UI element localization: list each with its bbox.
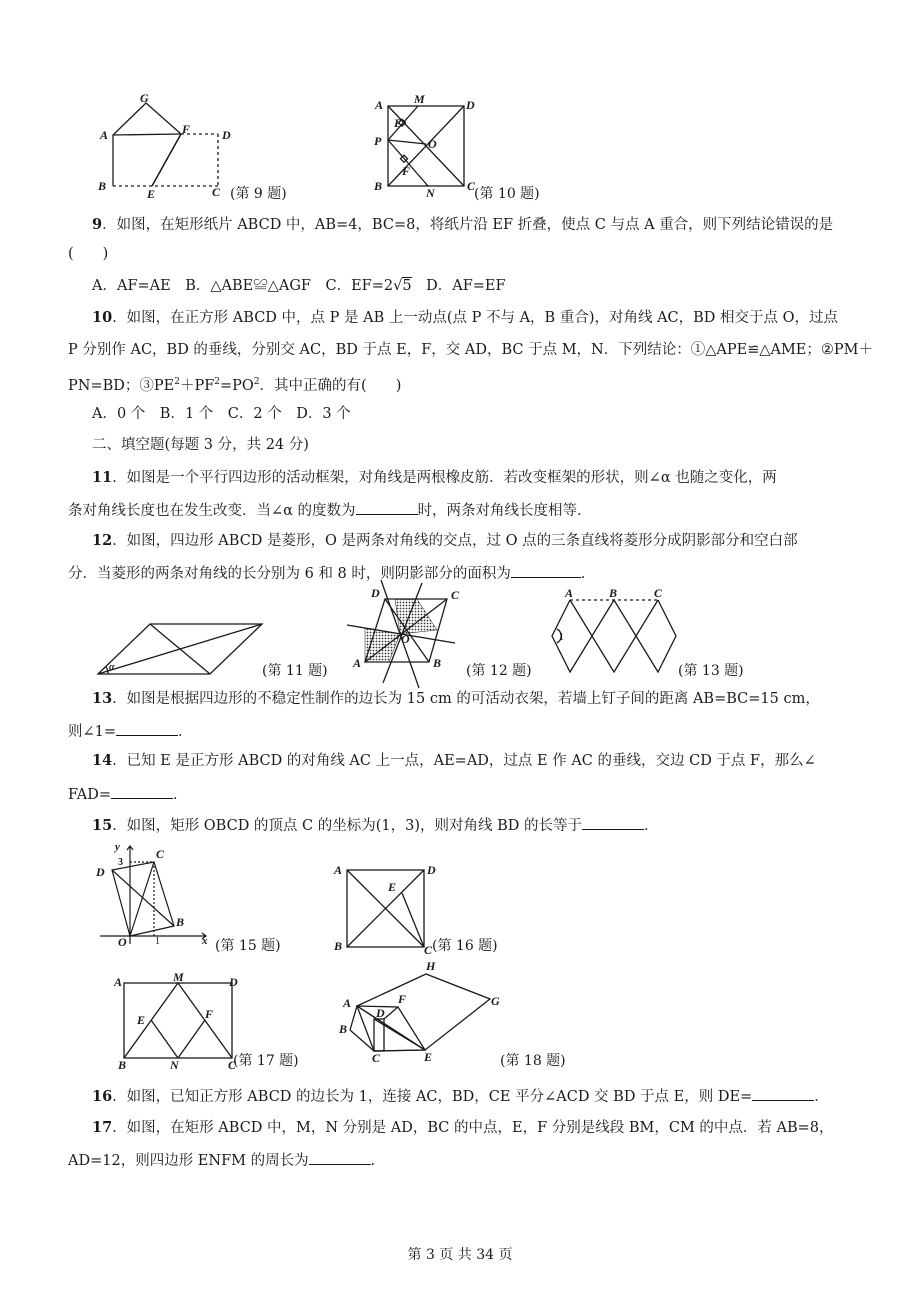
fig15-label: C (156, 847, 165, 861)
answer-blank[interactable] (309, 1149, 371, 1165)
fig17-label: F (205, 1007, 214, 1021)
text: ． (644, 818, 659, 834)
fig17-label: B (118, 1058, 127, 1072)
fig10-label: N (426, 186, 435, 200)
fig15-label: y (115, 841, 120, 853)
answer-blank[interactable] (111, 783, 173, 799)
question-text: ．如图，矩形 OBCD 的顶点 C 的坐标为(1，3)，则对角线 BD 的长等于 (112, 818, 583, 834)
question-text: ．已知 E 是正方形 ABCD 的对角线 AC 上一点，AE=AD，过点 E 作 AC 的垂线，交边 CD 于点 F，那么∠ (112, 753, 816, 769)
fig9-label: F (182, 122, 191, 136)
figure-16-caption: (第 16 题) (432, 938, 498, 954)
question-11-line-1 (92, 468, 882, 488)
question-text: ．如图，在矩形 ABCD 中，M，N 分别是 AD，BC 的中点，E，F 分别是线段 BM，CM 的中点．若 AB=8， (112, 1120, 834, 1136)
fig13-label: C (654, 586, 663, 600)
question-17-line-1 (92, 1118, 882, 1138)
text: ． (370, 1153, 386, 1169)
question-10-line-1 (92, 308, 882, 328)
fig18-label: C (372, 1051, 381, 1065)
question-16-line-1 (92, 1085, 882, 1107)
figure-16 (330, 858, 448, 956)
fig16-label: D (427, 863, 436, 877)
fig10-label: F (402, 164, 411, 178)
question-17-line-2 (68, 1149, 858, 1171)
fig10-label: M (414, 92, 425, 106)
fig18-label: D (376, 1006, 385, 1020)
figure-10-caption: (第 10 题) (474, 186, 540, 202)
option-text: D．AF=EF (411, 278, 506, 294)
fig18-label: B (339, 1022, 348, 1036)
sqrt-radicand: 5 (402, 278, 412, 294)
fig17-label: A (114, 975, 123, 989)
figure-15 (90, 836, 220, 948)
fig18-label: H (426, 959, 436, 973)
answer-blank[interactable] (752, 1085, 814, 1101)
text: ＋PF (179, 377, 215, 394)
fig15-label: 3 (118, 857, 123, 868)
superscript: 2 (214, 377, 221, 387)
figure-12-caption: (第 12 题) (466, 663, 532, 679)
answer-blank[interactable] (116, 720, 178, 736)
fig16-label: E (388, 880, 397, 894)
fig16-label: A (334, 863, 343, 877)
fig9-label: C (212, 185, 221, 199)
text: ． (173, 787, 188, 803)
question-14-line-1 (92, 751, 882, 771)
fig15-label: O (118, 935, 127, 949)
fig13-label: 1 (559, 632, 564, 643)
fig12-label: B (433, 656, 442, 670)
fig17-label: E (137, 1013, 146, 1027)
fig12-label: O (401, 632, 410, 646)
fig16-label: B (334, 939, 343, 953)
fig10-label: B (374, 179, 383, 193)
fig12-label: D (371, 586, 380, 600)
figure-10 (370, 94, 480, 202)
question-text: ．如图是根据四边形的不稳定性制作的边长为 15 cm 的可活动衣架，若墙上钉子间的距离 AB=BC=15 cm， (112, 691, 820, 707)
superscript: 2 (253, 377, 260, 387)
question-text: ．如图是一个平行四边形的活动框架，对角线是两根橡皮筋．若改变框架的形状，则∠α 也随之变化，两 (112, 470, 777, 486)
fig15-label: D (96, 865, 105, 879)
fig9-label: E (147, 187, 156, 201)
question-12-line-2 (68, 562, 858, 584)
fig15-label: 1 (155, 936, 160, 947)
fig18-label: A (343, 996, 352, 1010)
fig10-label: O (428, 137, 437, 151)
question-10-line-2: P 分别作 AC，BD 的垂线，分别交 AC，BD 于点 E，F，交 AD，BC 于点 M，N．下列结论：①△APE≌△AME；②PM＋ (68, 342, 873, 358)
question-11-line-2 (68, 499, 858, 521)
fig18-label: G (491, 994, 500, 1008)
fig13-label: A (565, 586, 574, 600)
question-14-line-2 (68, 783, 858, 805)
figure-11-caption: (第 11 题) (262, 663, 328, 679)
question-10-line-3 (68, 372, 858, 396)
question-10-options: A．0 个 B．1 个 C．2 个 D．3 个 (92, 406, 351, 422)
question-text: ．如图，已知正方形 ABCD 的边长为 1，连接 AC，BD，CE 平分∠ACD 交 BD 于点 E，则 DE= (112, 1089, 753, 1105)
page-footer: 第 3 页 共 34 页 (407, 1247, 513, 1263)
figure-12 (345, 583, 470, 683)
fig9-label: A (100, 128, 109, 142)
text: FAD= (68, 787, 112, 803)
answer-blank[interactable] (511, 562, 581, 578)
fig9-label: B (98, 179, 107, 193)
question-text: ．如图，在矩形纸片 ABCD 中，AB=4，BC=8，将纸片沿 EF 折叠，使点 C 与点 A 重合，则下列结论错误的是 (102, 217, 834, 233)
question-12-line-1 (92, 531, 882, 551)
question-number: 13 (92, 690, 113, 707)
figure-18-caption: (第 18 题) (500, 1053, 566, 1069)
sqrt-sign: √ (393, 278, 403, 294)
figure-13 (544, 584, 684, 676)
fig17-label: M (173, 970, 184, 984)
figure-9-caption: (第 9 题) (230, 186, 287, 202)
text: 分．当菱形的两条对角线的长分别为 6 和 8 时，则阴影部分的面积为 (68, 566, 511, 582)
fig9-label: G (140, 91, 149, 105)
figure-18 (336, 959, 506, 1065)
question-number: 11 (92, 469, 113, 486)
figure-17-caption: (第 17 题) (233, 1053, 299, 1069)
fig13-label: B (609, 586, 618, 600)
question-9-line-1 (92, 215, 882, 235)
section-heading: 二、填空题(每题 3 分，共 24 分) (92, 437, 309, 453)
text: =PO (220, 377, 254, 394)
figure-11 (94, 618, 266, 680)
option-text: A．AF=AE B．△ABE≌△AGF C．EF=2 (92, 278, 394, 294)
text: AD=12，则四边形 ENFM 的周长为 (68, 1153, 309, 1169)
fig15-label: x (202, 935, 208, 947)
question-text: ．如图，四边形 ABCD 是菱形，O 是两条对角线的交点，过 O 点的三条直线将菱形分成阴影部分和空白部 (112, 533, 798, 549)
fig18-label: E (424, 1050, 433, 1064)
fig16-label: C (424, 943, 433, 957)
text: 时，两条对角线长度相等． (417, 503, 592, 519)
fig9-label: D (222, 128, 231, 142)
fig12-label: A (353, 656, 362, 670)
question-number: 9 (92, 216, 103, 233)
text: ． (814, 1089, 829, 1105)
text: 条对角线长度也在发生改变．当∠α 的度数为 (68, 503, 356, 519)
text: ． (178, 724, 193, 740)
fig15-label: B (176, 915, 185, 929)
text: ．其中正确的有( ) (259, 377, 402, 394)
text: PN=BD；③PE (68, 377, 175, 394)
question-13-line-1 (92, 689, 882, 709)
question-9-options (92, 276, 882, 296)
text: ． (580, 566, 596, 582)
fig10-label: A (375, 98, 384, 112)
question-number: 10 (92, 309, 113, 326)
figure-15-caption: (第 15 题) (215, 938, 281, 954)
fig18-label: F (398, 992, 407, 1006)
fig10-label: E (394, 116, 403, 130)
fig17-label: N (170, 1058, 179, 1072)
text: 则∠1= (68, 724, 117, 740)
question-9-line-2: ( ) (68, 246, 109, 262)
question-text: ．如图，在正方形 ABCD 中，点 P 是 AB 上一动点(点 P 不与 A，B 重合)，对角线 AC，BD 相交于点 O，过点 (112, 310, 839, 326)
question-number: 15 (92, 817, 113, 834)
question-number: 17 (92, 1119, 113, 1136)
superscript: 2 (174, 377, 180, 387)
question-number: 14 (92, 752, 113, 769)
answer-blank[interactable] (582, 814, 644, 830)
answer-blank[interactable] (356, 499, 418, 515)
question-number: 16 (92, 1088, 113, 1105)
fig10-label: C (467, 179, 476, 193)
fig17-label: C (228, 1058, 237, 1072)
question-15-line-1 (92, 814, 882, 836)
fig10-label: D (466, 98, 475, 112)
fig11-label: α (109, 662, 115, 673)
fig17-label: D (229, 975, 238, 989)
figure-17 (112, 972, 238, 1070)
figure-13-caption: (第 13 题) (678, 663, 744, 679)
fig12-label: C (451, 588, 460, 602)
question-13-line-2 (68, 720, 858, 742)
figure-9 (92, 90, 252, 200)
question-number: 12 (92, 532, 113, 549)
fig10-label: P (374, 134, 382, 148)
